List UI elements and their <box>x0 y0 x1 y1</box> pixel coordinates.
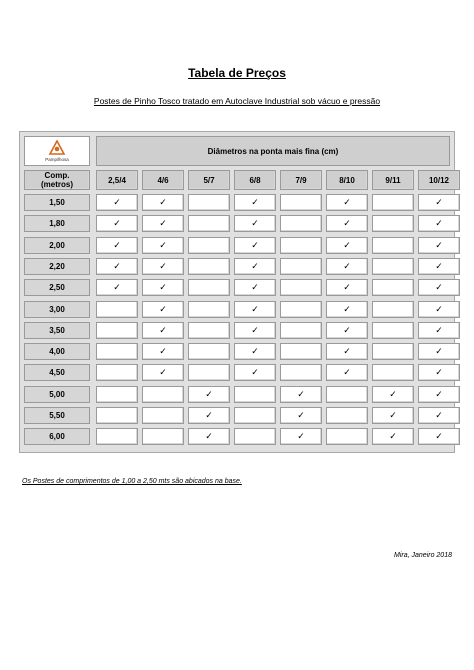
table-cell <box>372 343 414 360</box>
table-cell <box>234 301 276 318</box>
table-cell <box>188 258 230 275</box>
check-icon: ✓ <box>343 367 351 377</box>
check-icon: ✓ <box>435 431 443 441</box>
diameter-header: Diâmetros na ponta mais fina (cm) <box>96 136 450 166</box>
table-cell <box>418 237 460 254</box>
table-cell <box>280 322 322 339</box>
table-cell <box>188 215 230 232</box>
table-cell <box>372 215 414 232</box>
table-cell <box>326 364 368 381</box>
check-icon: ✓ <box>251 304 259 314</box>
column-header: 10/12 <box>418 170 460 190</box>
table-cell <box>142 364 184 381</box>
comp-unit-label: (metros) <box>40 180 73 189</box>
check-icon: ✓ <box>159 240 167 250</box>
check-icon: ✓ <box>435 325 443 335</box>
company-logo-icon <box>48 140 66 156</box>
check-icon: ✓ <box>251 367 259 377</box>
check-icon: ✓ <box>159 367 167 377</box>
table-cell <box>418 258 460 275</box>
table-cell <box>234 322 276 339</box>
table-cell <box>418 343 460 360</box>
check-icon: ✓ <box>113 218 121 228</box>
check-icon: ✓ <box>113 261 121 271</box>
table-cell <box>372 364 414 381</box>
check-icon: ✓ <box>389 410 397 420</box>
row-length-label: 2,20 <box>24 258 90 275</box>
table-cell <box>142 386 184 403</box>
table-cell <box>142 343 184 360</box>
table-cell <box>372 258 414 275</box>
table-cell <box>142 407 184 424</box>
table-cell <box>188 386 230 403</box>
table-cell <box>234 237 276 254</box>
table-cell <box>326 279 368 296</box>
comp-header <box>24 170 90 190</box>
check-icon: ✓ <box>435 367 443 377</box>
check-icon: ✓ <box>343 325 351 335</box>
table-cell <box>326 428 368 445</box>
check-icon: ✓ <box>435 410 443 420</box>
table-cell <box>142 428 184 445</box>
table-cell <box>280 364 322 381</box>
check-icon: ✓ <box>251 197 259 207</box>
table-cell <box>326 322 368 339</box>
table-cell <box>188 322 230 339</box>
table-cell <box>96 279 138 296</box>
table-cell <box>280 237 322 254</box>
check-icon: ✓ <box>205 389 213 399</box>
table-cell <box>96 407 138 424</box>
check-icon: ✓ <box>435 240 443 250</box>
check-icon: ✓ <box>343 304 351 314</box>
table-cell <box>280 215 322 232</box>
table-cell <box>418 364 460 381</box>
check-icon: ✓ <box>251 218 259 228</box>
check-icon: ✓ <box>251 261 259 271</box>
table-cell <box>326 215 368 232</box>
table-cell <box>418 322 460 339</box>
table-cell <box>418 279 460 296</box>
check-icon: ✓ <box>435 282 443 292</box>
table-cell <box>96 364 138 381</box>
table-cell <box>372 322 414 339</box>
table-cell <box>280 301 322 318</box>
table-cell <box>142 215 184 232</box>
check-icon: ✓ <box>159 218 167 228</box>
table-cell <box>188 279 230 296</box>
table-cell <box>326 343 368 360</box>
table-cell <box>96 428 138 445</box>
check-icon: ✓ <box>159 261 167 271</box>
column-header: 6/8 <box>234 170 276 190</box>
table-cell <box>372 386 414 403</box>
page-subtitle: Postes de Pinho Tosco tratado em Autoclave Industrial sob vácuo e pressão <box>93 96 381 106</box>
row-length-label: 2,50 <box>24 279 90 296</box>
table-cell <box>372 428 414 445</box>
table-cell <box>234 428 276 445</box>
check-icon: ✓ <box>159 197 167 207</box>
check-icon: ✓ <box>343 261 351 271</box>
table-cell <box>280 258 322 275</box>
table-cell <box>188 364 230 381</box>
table-cell <box>418 386 460 403</box>
check-icon: ✓ <box>343 197 351 207</box>
check-icon: ✓ <box>159 282 167 292</box>
footnote: Os Postes de comprimentos de 1,00 a 2,50 mts são abicados na base. <box>22 478 242 485</box>
table-cell <box>280 279 322 296</box>
table-cell <box>280 407 322 424</box>
table-cell <box>280 343 322 360</box>
table-cell <box>142 301 184 318</box>
table-cell <box>188 343 230 360</box>
check-icon: ✓ <box>297 431 305 441</box>
table-cell <box>372 194 414 211</box>
check-icon: ✓ <box>159 325 167 335</box>
table-cell <box>372 279 414 296</box>
row-length-label: 4,50 <box>24 364 90 381</box>
check-icon: ✓ <box>113 282 121 292</box>
table-cell <box>280 428 322 445</box>
table-cell <box>96 237 138 254</box>
table-cell <box>326 386 368 403</box>
table-cell <box>280 386 322 403</box>
table-cell <box>142 279 184 296</box>
check-icon: ✓ <box>435 218 443 228</box>
check-icon: ✓ <box>435 389 443 399</box>
table-cell <box>326 258 368 275</box>
check-icon: ✓ <box>251 240 259 250</box>
table-cell <box>234 279 276 296</box>
table-cell <box>96 215 138 232</box>
table-cell <box>142 237 184 254</box>
table-cell <box>96 343 138 360</box>
table-cell <box>372 301 414 318</box>
table-cell <box>188 407 230 424</box>
table-cell <box>326 301 368 318</box>
table-cell <box>188 301 230 318</box>
column-header: 2,5/4 <box>96 170 138 190</box>
row-length-label: 5,50 <box>24 407 90 424</box>
check-icon: ✓ <box>343 282 351 292</box>
table-cell <box>418 428 460 445</box>
table-cell <box>142 258 184 275</box>
check-icon: ✓ <box>389 389 397 399</box>
check-icon: ✓ <box>159 346 167 356</box>
table-cell <box>326 194 368 211</box>
table-cell <box>280 194 322 211</box>
price-table <box>19 131 455 453</box>
check-icon: ✓ <box>343 218 351 228</box>
table-cell <box>142 322 184 339</box>
table-cell <box>234 343 276 360</box>
check-icon: ✓ <box>113 197 121 207</box>
comp-label: Comp. <box>44 171 70 180</box>
table-cell <box>234 215 276 232</box>
check-icon: ✓ <box>435 304 443 314</box>
column-header: 7/9 <box>280 170 322 190</box>
table-cell <box>142 194 184 211</box>
column-header: 8/10 <box>326 170 368 190</box>
table-cell <box>96 258 138 275</box>
page-title: Tabela de Preços <box>188 66 286 80</box>
table-cell <box>96 386 138 403</box>
check-icon: ✓ <box>251 282 259 292</box>
table-cell <box>372 237 414 254</box>
check-icon: ✓ <box>343 346 351 356</box>
column-header: 5/7 <box>188 170 230 190</box>
table-cell <box>96 322 138 339</box>
row-length-label: 3,00 <box>24 301 90 318</box>
table-cell <box>234 364 276 381</box>
logo-text: Pampilhosa <box>45 157 69 162</box>
table-cell <box>96 301 138 318</box>
check-icon: ✓ <box>297 389 305 399</box>
check-icon: ✓ <box>343 240 351 250</box>
check-icon: ✓ <box>205 410 213 420</box>
check-icon: ✓ <box>251 346 259 356</box>
table-cell <box>326 407 368 424</box>
table-cell <box>234 386 276 403</box>
check-icon: ✓ <box>297 410 305 420</box>
table-cell <box>326 237 368 254</box>
row-length-label: 4,00 <box>24 343 90 360</box>
table-cell <box>188 194 230 211</box>
check-icon: ✓ <box>159 304 167 314</box>
row-length-label: 1,80 <box>24 215 90 232</box>
column-header: 4/6 <box>142 170 184 190</box>
logo-cell <box>24 136 90 166</box>
table-cell <box>188 428 230 445</box>
row-length-label: 5,00 <box>24 386 90 403</box>
check-icon: ✓ <box>205 431 213 441</box>
column-header: 9/11 <box>372 170 414 190</box>
check-icon: ✓ <box>113 240 121 250</box>
date-line: Mira, Janeiro 2018 <box>394 552 452 559</box>
check-icon: ✓ <box>251 325 259 335</box>
check-icon: ✓ <box>435 346 443 356</box>
table-cell <box>234 258 276 275</box>
table-cell <box>418 215 460 232</box>
row-length-label: 3,50 <box>24 322 90 339</box>
table-cell <box>96 194 138 211</box>
check-icon: ✓ <box>435 197 443 207</box>
table-cell <box>418 194 460 211</box>
check-icon: ✓ <box>389 431 397 441</box>
table-cell <box>234 407 276 424</box>
table-cell <box>418 301 460 318</box>
table-cell <box>234 194 276 211</box>
table-cell <box>372 407 414 424</box>
row-length-label: 6,00 <box>24 428 90 445</box>
row-length-label: 1,50 <box>24 194 90 211</box>
check-icon: ✓ <box>435 261 443 271</box>
table-cell <box>418 407 460 424</box>
table-cell <box>188 237 230 254</box>
row-length-label: 2,00 <box>24 237 90 254</box>
